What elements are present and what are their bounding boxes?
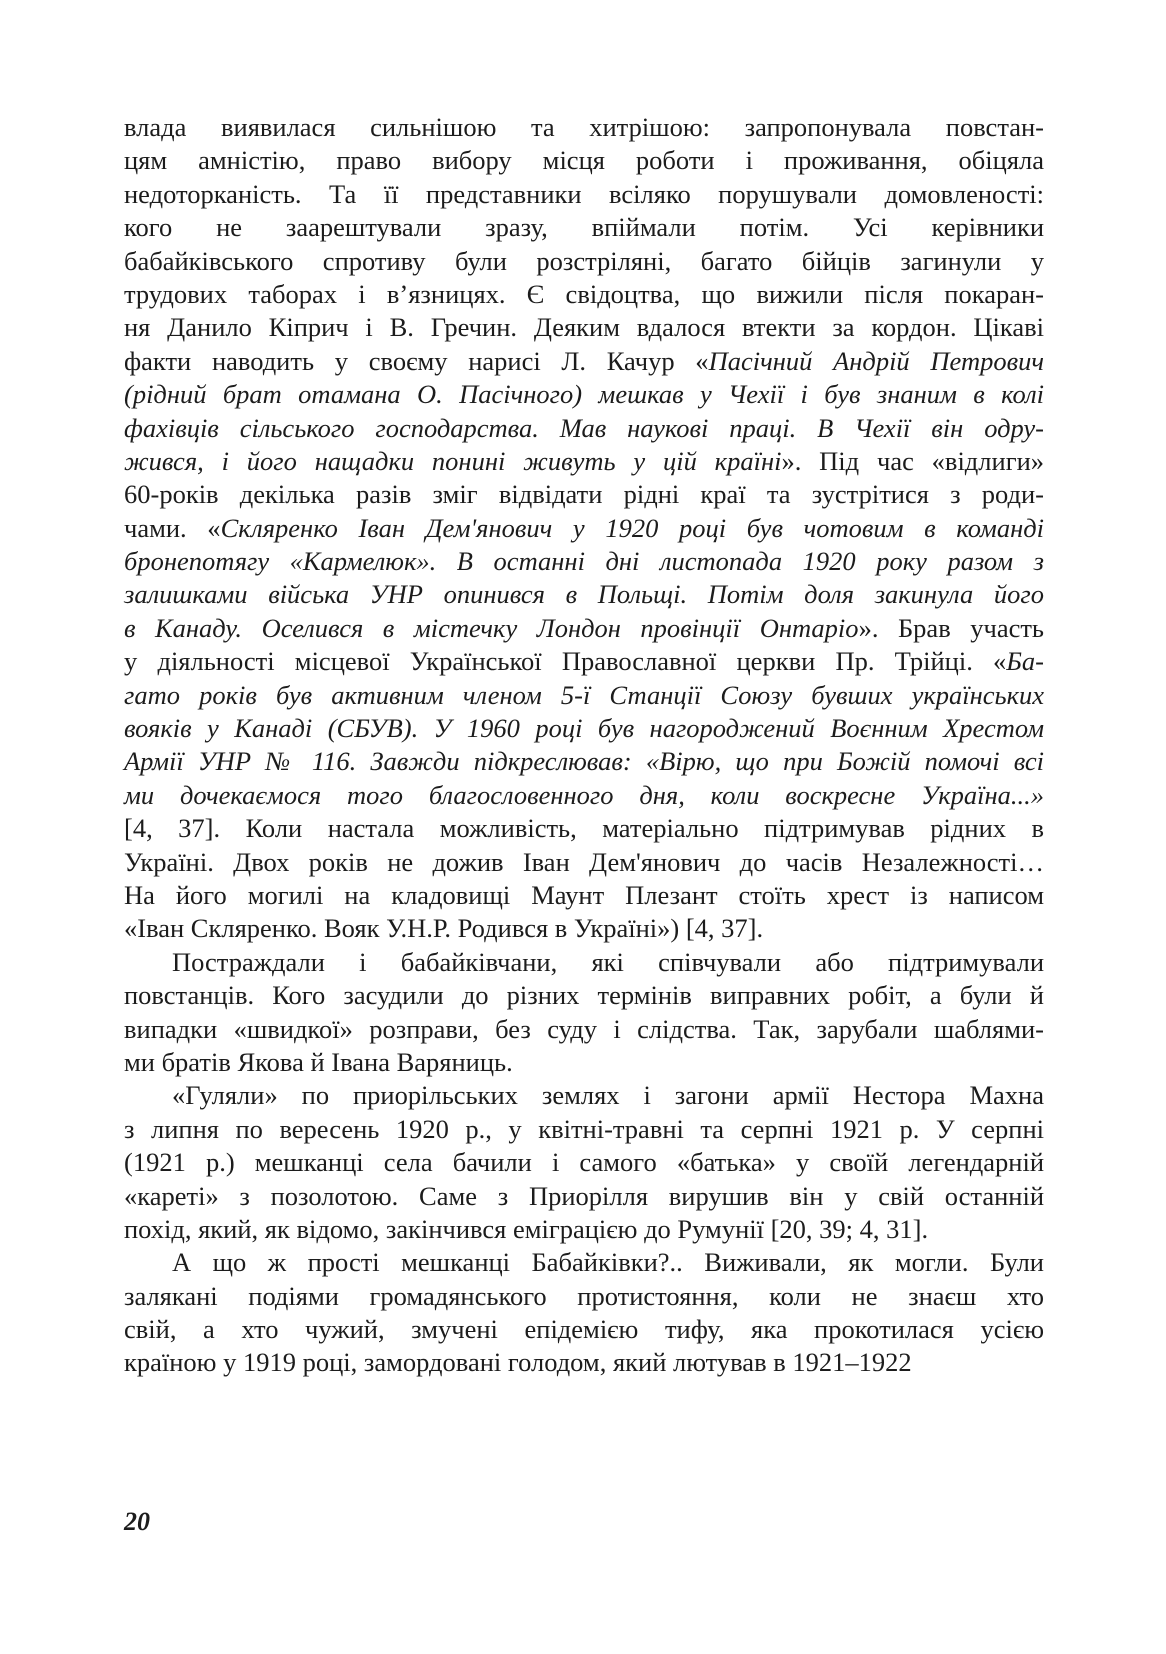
text-segment: На його могилі на кладовищі Маунт Плезант стоїть хрест із написом: [124, 879, 1044, 910]
text-line: [124, 311, 1044, 344]
text-segment: цям амністію, право вибору місця роботи і проживання, обіцяла: [124, 145, 1044, 176]
text-line: [124, 1213, 1044, 1246]
paragraph: [124, 1079, 1044, 1246]
text-line: [124, 779, 1044, 812]
text-line: [124, 478, 1044, 511]
text-segment: трудових таборах і в’язницях. Є свідоцтва, що вижили після покаран-: [124, 278, 1044, 309]
italic-quote-text: Скляренко Іван Дем'янович у 1920 році був чотовим в команді: [220, 512, 1045, 543]
text-line: [124, 679, 1044, 712]
text-segment: свій, а хто чужий, змучені епідемією тифу, яка прокотилася усією: [124, 1314, 1044, 1345]
italic-quote-text: бронепотягу «Кармелюк». В останні дні листопада 1920 року разом з: [124, 546, 1044, 577]
text-line: [124, 345, 1044, 378]
text-line: [124, 412, 1044, 445]
text-line: [124, 1180, 1044, 1213]
text-segment: «кареті» з позолотою. Саме з Приорілля вирушив він у свій останній: [124, 1180, 1044, 1211]
text-line: [124, 445, 1044, 478]
text-line: [124, 1146, 1044, 1179]
text-line: [124, 979, 1044, 1012]
text-line: [124, 612, 1044, 645]
page-body: [124, 111, 1044, 1380]
text-segment: А що ж прості мешканці Бабайківки?.. Виживали, як могли. Були: [172, 1247, 1044, 1278]
italic-quote-text: ми дочекаємося того благословенного дня, коли воскресне Україна...»: [124, 779, 1044, 810]
text-line: [124, 645, 1044, 678]
text-segment: з липня по вересень 1920 р., у квітні-травні та серпні 1921 р. У серпні: [124, 1113, 1044, 1144]
text-segment: похід, який, як відомо, закінчився еміграцією до Румунії [20, 39; 4, 31].: [124, 1213, 929, 1244]
text-line: [124, 1246, 1044, 1279]
text-segment: країною у 1919 році, замордовані голодом, який лютував в 1921–1922: [124, 1347, 912, 1378]
paragraph: [124, 1246, 1044, 1380]
text-line: [124, 946, 1044, 979]
text-segment: повстанців. Кого засудили до різних термінів виправних робіт, а були й: [124, 980, 1044, 1011]
text-segment: чами. «: [124, 512, 221, 543]
text-segment: ня Данило Кіприч і В. Гречин. Деяким вдалося втекти за кордон. Цікаві: [124, 312, 1044, 343]
italic-quote-text: вояків у Канаді (СБУВ). У 1960 році був нагороджений Воєнним Хрестом: [124, 713, 1044, 744]
italic-quote-text: фахівців сільського господарства. Мав наукові праці. В Чехії він одру-: [124, 412, 1044, 443]
text-line: [124, 1280, 1044, 1313]
text-segment: Постраждали і бабайківчани, які співчували або підтримували: [172, 946, 1044, 977]
italic-quote-text: (рідний брат отамана О. Пасічного) мешкав у Чехії і був знаним в колі: [124, 379, 1044, 410]
text-segment: «Іван Скляренко. Вояк У.Н.Р. Родився в Україні») [4, 37].: [124, 913, 764, 944]
italic-quote-text: гато років був активним членом 5-ї Станції Союзу бувших українських: [124, 679, 1044, 710]
text-segment: недоторканість. Та її представники всіляко порушували домовленості:: [124, 178, 1044, 209]
text-line: [124, 912, 1044, 945]
text-line: [124, 1346, 1044, 1379]
text-line: [124, 879, 1044, 912]
text-line: [124, 1013, 1044, 1046]
text-line: [124, 512, 1044, 545]
text-segment: влада виявилася сильнішою та хитрішою: запропонувала повстан-: [124, 112, 1044, 142]
page-number: 20: [124, 1507, 150, 1536]
text-segment: 60-років декілька разів зміг відвідати рідні краї та зустрітися з роди-: [124, 479, 1044, 510]
paragraph: [124, 946, 1044, 1080]
italic-quote-text: залишками війська УНР опинився в Польщі. Потім доля закинула його: [124, 579, 1044, 610]
text-segment: у діяльності місцевої Української Православної церкви Пр. Трійці. «: [124, 646, 1007, 677]
text-line: [124, 278, 1044, 311]
text-line: [124, 211, 1044, 244]
text-line: [124, 846, 1044, 879]
text-line: [124, 111, 1044, 144]
text-line: [124, 178, 1044, 211]
italic-quote-text: Пасічний Андрій Петрович: [708, 345, 1044, 376]
text-segment: «Гуляли» по приорільських землях і загони армії Нестора Махна: [172, 1080, 1044, 1111]
text-line: [124, 1079, 1044, 1112]
text-segment: Україні. Двох років не дожив Іван Дем'янович до часів Незалежності…: [124, 846, 1044, 877]
paragraph: [124, 111, 1044, 946]
text-segment: (1921 р.) мешканці села бачили і самого «батька» у своїй легендарній: [124, 1147, 1044, 1178]
text-segment: ». Брав участь: [858, 612, 1045, 643]
italic-quote-text: жився, і його нащадки понині живуть у цій країні: [124, 445, 782, 476]
text-segment: [4, 37]. Коли настала можливість, матеріально підтримував рідних в: [124, 813, 1044, 844]
italic-quote-text: в Канаду. Оселився в містечку Лондон провінції Онтаріо: [124, 612, 859, 643]
text-line: [124, 545, 1044, 578]
text-line: [124, 144, 1044, 177]
italic-quote-text: Армії УНР № 116. Завжди підкреслював: «Вірю, що при Божій помочі всі: [124, 746, 1044, 777]
text-segment: факти наводить у своєму нарисі Л. Качур «: [124, 345, 709, 376]
text-line: [124, 245, 1044, 278]
italic-quote-text: Ба-: [1006, 646, 1044, 677]
text-line: [124, 812, 1044, 845]
text-segment: випадки «швидкої» розправи, без суду і слідства. Так, зарубали шаблями-: [124, 1013, 1044, 1044]
text-segment: кого не заарештували зразу, впіймали потім. Усі керівники: [124, 212, 1044, 243]
text-segment: залякані подіями громадянського протистояння, коли не знаєш хто: [124, 1280, 1044, 1311]
text-line: [124, 1046, 1044, 1079]
text-line: [124, 745, 1044, 778]
text-line: [124, 578, 1044, 611]
text-line: [124, 1113, 1044, 1146]
text-line: [124, 378, 1044, 411]
text-segment: ». Під час «відлиги»: [781, 445, 1044, 476]
text-segment: бабайківського спротиву були розстріляні, багато бійців загинули у: [124, 245, 1044, 276]
text-segment: ми братів Якова й Івана Варяниць.: [124, 1046, 513, 1077]
text-line: [124, 712, 1044, 745]
text-line: [124, 1313, 1044, 1346]
